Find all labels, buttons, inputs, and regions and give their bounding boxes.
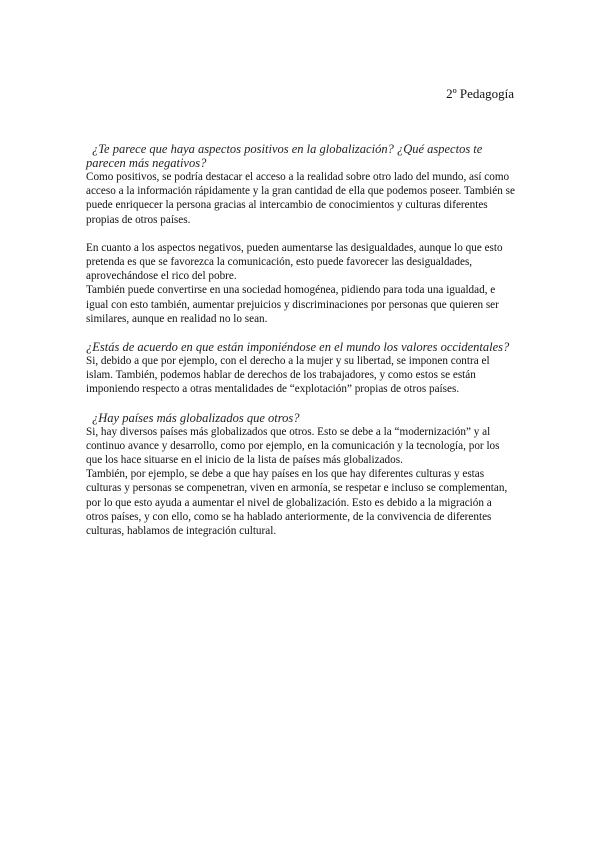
paragraph: En cuanto a los aspectos negativos, pueden aumentarse las desigualdades, aunque lo que esto pretenda es que se favorezca la comunicación, esto puede favorecer las desigualdades, aprovechándose el rico del pobre. — [86, 241, 503, 283]
paragraph: También puede convertirse en una sociedad homogénea, pidiendo para toda una igualdad, e igual con esto también, aumentar prejuicios y discriminaciones por personas que quieren ser similares, aunque en realidad no lo sean. — [86, 284, 499, 325]
section-western-values — [86, 340, 516, 397]
paragraph-spacer — [86, 227, 516, 241]
question-heading: ¿Estás de acuerdo en que están imponiéndose en el mundo los valores occidentales? — [86, 340, 510, 355]
section-spacer — [86, 397, 516, 411]
paragraph: También, por ejemplo, se debe a que hay países en los que hay diferentes culturas y estas culturas y personas se compenetran, viven en armonía, se respetar e incluso se complementan, por lo que esto ayuda a aumentar el nivel de globalización. Esto es debido a la migración a otros países, y con ello, como se ha hablado anteriormente, de la convivencia de diferentes culturas, hablamos de integración cultural. — [86, 468, 508, 538]
paragraph: Si, debido a que por ejemplo, con el derecho a la mujer y su libertad, se imponen contra el islam. También, podemos hablar de derechos de los trabajadores, y como estos se están imponiendo respecto a otras mentalidades de “explotación” propias de otros países. — [86, 355, 490, 396]
paragraph: Si, hay diversos países más globalizados que otros. Esto se debe a la “modernización” y al continuo avance y desarrollo, como por ejemplo, en la comunicación y la tecnología, por los que los hace situarse en el inicio de la lista de países más globalizados. — [86, 425, 500, 467]
course-label: 2º Pedagogía — [446, 86, 514, 101]
section-globalized-countries — [86, 411, 516, 539]
paragraph: Como positivos, se podría destacar el acceso a la realidad sobre otro lado del mundo, así como acceso a la información rápidamente y la gran cantidad de ella que podemos poseer. También se puede enriquecer la persona gracias al intercambio de conocimientos y culturas diferentes propias de otros países. — [86, 171, 515, 226]
question-heading: ¿Hay países más globalizados que otros? — [92, 410, 300, 425]
section-globalization-aspects — [86, 142, 516, 326]
section-spacer — [86, 326, 516, 340]
question-heading: ¿Te parece que haya aspectos positivos en la globalización? ¿Qué aspectos te parecen más negativos? — [86, 142, 483, 170]
document-body — [86, 142, 516, 538]
